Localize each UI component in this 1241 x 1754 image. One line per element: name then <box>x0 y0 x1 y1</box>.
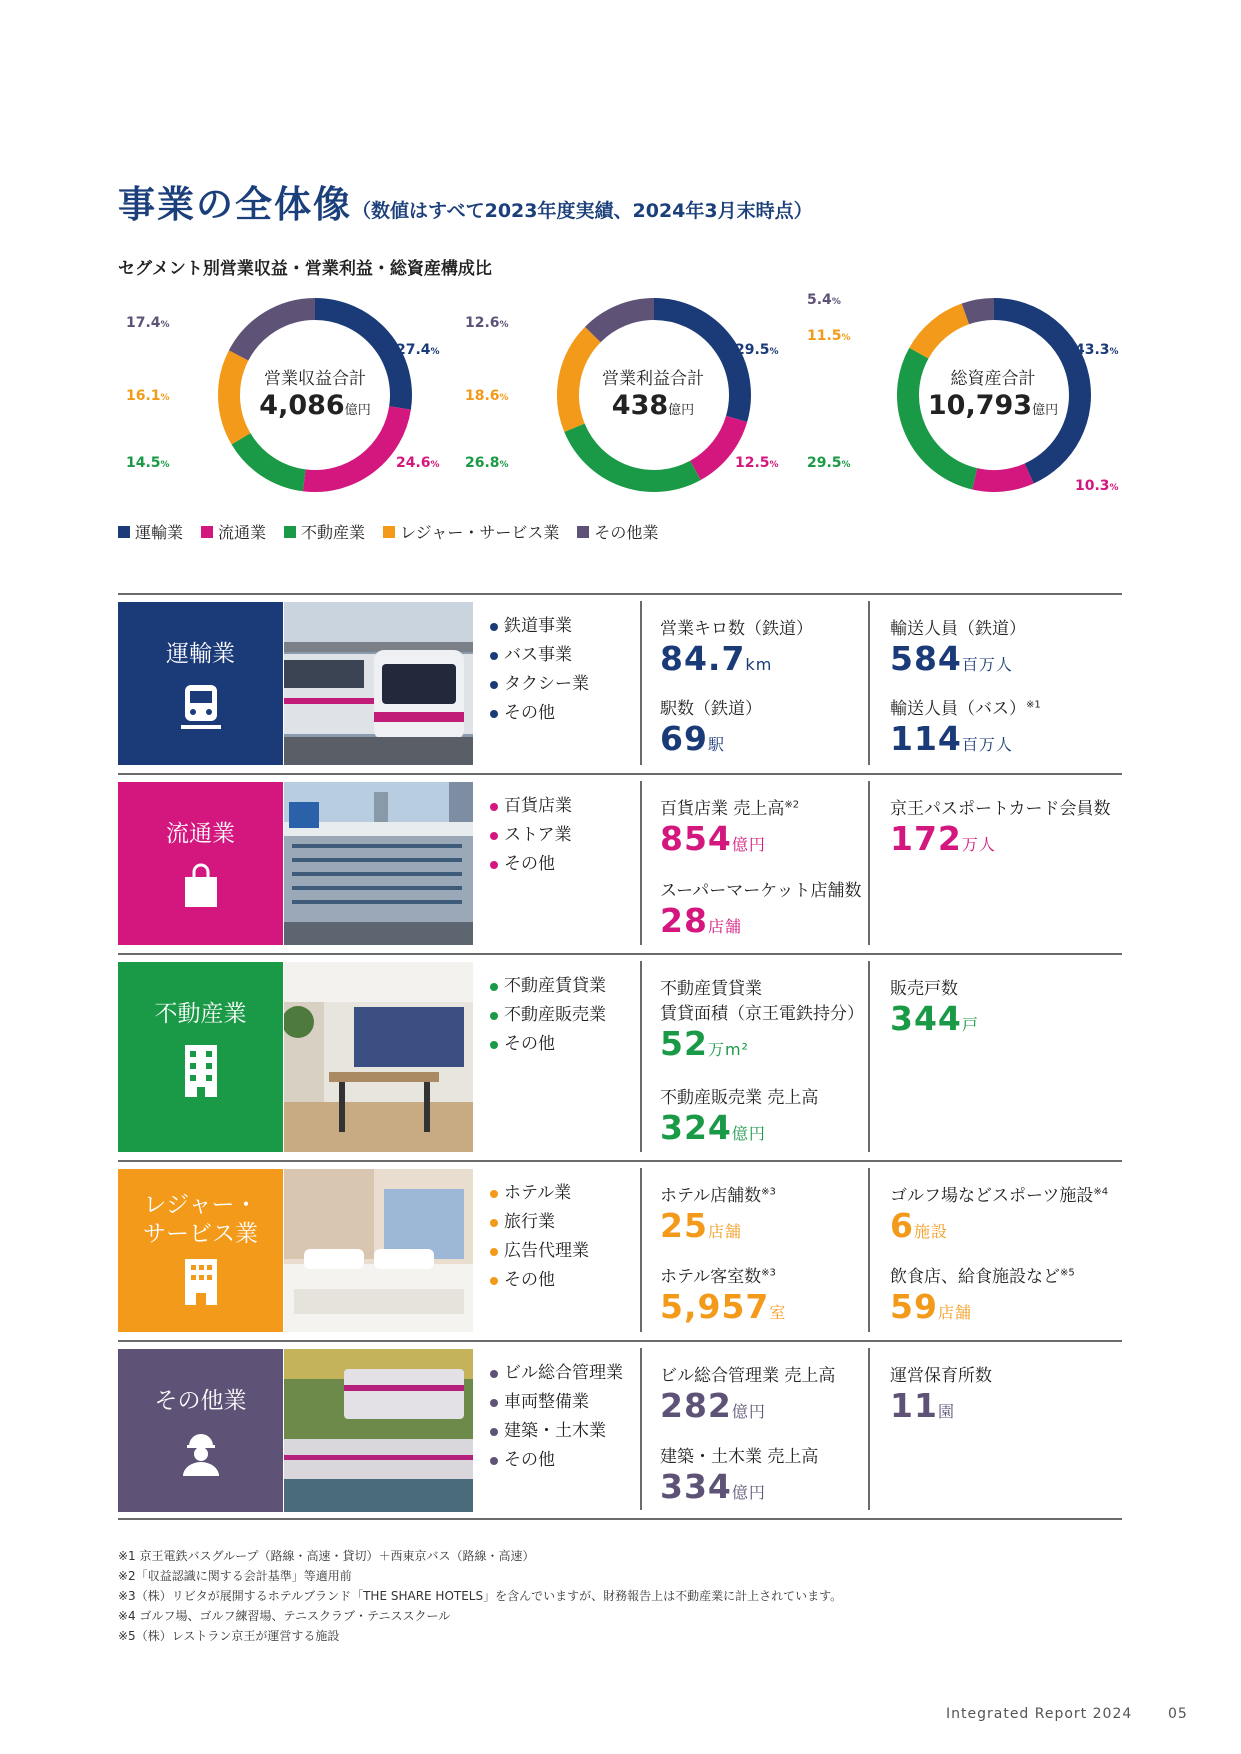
stat-block: 駅数（鉄道） 69駅 <box>660 699 762 758</box>
legend-swatch <box>284 526 296 538</box>
footnote: ※3（株）リビタが展開するホテルブランド「THE SHARE HOTELS」を含んでいますが、財務報告上は不動産業に計上されています。 <box>118 1589 843 1603</box>
bullet-list <box>490 1179 589 1295</box>
shopping-bag-icon <box>181 863 221 913</box>
donut-chart-assets <box>797 290 1217 510</box>
footnote: ※4 ゴルフ場、ゴルフ練習場、テニスクラブ・テニススクール <box>118 1609 451 1623</box>
list-item: ビル総合管理業 <box>490 1359 623 1388</box>
list-item: 鉄道事業 <box>490 612 589 641</box>
bullet-dot <box>490 652 498 660</box>
bullet-dot <box>490 710 498 718</box>
bullet-list <box>490 792 572 879</box>
legend-item: その他業 <box>577 520 658 543</box>
bullet-dot <box>490 1428 498 1436</box>
legend-swatch <box>118 526 130 538</box>
stat-block: 不動産販売業 売上高 324億円 <box>660 1088 819 1147</box>
divider <box>868 1348 870 1510</box>
stat-block: 輸送人員（鉄道） 584百万人 <box>890 619 1026 678</box>
divider <box>868 1168 870 1332</box>
bullet-dot <box>490 832 498 840</box>
stat-block: 京王パスポートカード会員数 172万人 <box>890 799 1111 858</box>
list-item: その他 <box>490 699 589 728</box>
pct-label: 14.5% <box>126 455 170 471</box>
list-item: タクシー業 <box>490 670 589 699</box>
bullet-dot <box>490 1012 498 1020</box>
divider <box>640 601 642 765</box>
title-note: （数値はすべて2023年度実績、2024年3月末時点） <box>352 200 813 222</box>
bullet-dot <box>490 803 498 811</box>
donut-slice-その他業 <box>965 309 994 314</box>
bullet-dot <box>490 983 498 991</box>
stat-block: ビル総合管理業 売上高 282億円 <box>660 1366 836 1425</box>
bullet-dot <box>490 1370 498 1378</box>
vehicle-maintenance-photo <box>284 1349 473 1512</box>
pct-label: 16.1% <box>126 388 170 404</box>
footnote: ※1 京王電鉄バスグループ（路線・高速・貸切）＋西東京バス（路線・高速） <box>118 1549 535 1563</box>
pct-label: 11.5% <box>807 328 851 344</box>
pct-label: 5.4% <box>807 292 841 308</box>
page-title: 事業の全体像（数値はすべて2023年度実績、2024年3月末時点） <box>118 183 813 226</box>
bullet-dot <box>490 1399 498 1407</box>
footnotes <box>118 1546 842 1646</box>
divider <box>640 781 642 945</box>
divider <box>868 781 870 945</box>
stat-block: ホテル客室数$^{※3}$ 5,957室 <box>660 1267 787 1326</box>
list-item: 広告代理業 <box>490 1237 589 1266</box>
stat-block: 販売戸数 344戸 <box>890 979 979 1038</box>
divider <box>118 593 1122 595</box>
report-title: Integrated Report 2024 <box>946 1706 1133 1722</box>
bullet-dot <box>490 1277 498 1285</box>
bullet-list <box>490 612 589 728</box>
bullet-dot <box>490 1219 498 1227</box>
divider <box>640 1168 642 1332</box>
footnote: ※5（株）レストラン京王が運営する施設 <box>118 1629 340 1643</box>
legend-item: 流通業 <box>201 520 266 543</box>
bullet-list <box>490 972 606 1059</box>
segment-label-transport: 運輸業 <box>118 602 283 765</box>
donut-center-value: 4,086億円 <box>259 390 371 421</box>
donut-center-label: 営業収益合計 <box>264 369 366 389</box>
bullet-dot <box>490 623 498 631</box>
list-item: 不動産販売業 <box>490 1001 606 1030</box>
list-item: バス事業 <box>490 641 589 670</box>
divider <box>868 961 870 1152</box>
stat-block: 運営保育所数 11園 <box>890 1366 992 1425</box>
donut-center-label: 営業利益合計 <box>602 369 704 389</box>
list-item: 建築・土木業 <box>490 1417 623 1446</box>
donut-slice-不動産業 <box>241 439 304 481</box>
stat-block: 営業キロ数（鉄道） 84.7km <box>660 619 813 678</box>
list-item: ホテル業 <box>490 1179 589 1208</box>
list-item: その他 <box>490 1446 623 1475</box>
divider <box>118 1340 1122 1342</box>
bullet-dot <box>490 681 498 689</box>
segment-label-realestate: 不動産業 <box>118 962 283 1152</box>
stat-block: 百貨店業 売上高$^{※2}$ 854億円 <box>660 799 800 858</box>
department-store-photo <box>284 782 473 945</box>
donut-slice-その他業 <box>593 309 654 335</box>
pct-label: 10.3% <box>1075 478 1119 494</box>
stat-block: 不動産賃貸業 賃貸面積（京王電鉄持分） 52万m² <box>660 979 864 1063</box>
stat-block: 輸送人員（バス）$^{※1}$ 114百万人 <box>890 699 1041 758</box>
pct-label: 17.4% <box>126 315 170 331</box>
pct-label: 12.5% <box>735 455 779 471</box>
list-item: 旅行業 <box>490 1208 589 1237</box>
list-item: ストア業 <box>490 821 572 850</box>
stat-block: 飲食店、給食施設など$^{※5}$ 59店舗 <box>890 1267 1075 1326</box>
donut-center-label: 総資産合計 <box>950 369 1036 389</box>
bullet-dot <box>490 1457 498 1465</box>
stat-block: ホテル店舗数$^{※3}$ 25店舗 <box>660 1186 776 1245</box>
donut-slice-レジャー・サービス業 <box>919 314 965 353</box>
divider <box>118 1160 1122 1162</box>
legend-swatch <box>201 526 213 538</box>
pct-label: 29.5% <box>735 342 779 358</box>
chart-legend <box>118 520 658 543</box>
pct-label: 18.6% <box>465 388 509 404</box>
legend-swatch <box>577 526 589 538</box>
divider <box>118 773 1122 775</box>
hotel-icon <box>183 1257 219 1311</box>
pct-label: 43.3% <box>1075 342 1119 358</box>
train-icon <box>181 683 221 735</box>
segment-label-retail: 流通業 <box>118 782 283 945</box>
divider <box>118 1518 1122 1520</box>
divider <box>640 961 642 1152</box>
segment-label-other: その他業 <box>118 1349 283 1512</box>
list-item: その他 <box>490 1266 589 1295</box>
bullet-dot <box>490 1041 498 1049</box>
legend-swatch <box>383 526 395 538</box>
hotel-room-photo <box>284 1169 473 1332</box>
interior-photo <box>284 962 473 1152</box>
donut-slice-不動産業 <box>574 428 695 481</box>
donut-slice-流通業 <box>975 473 1029 481</box>
legend-item: レジャー・サービス業 <box>383 520 559 543</box>
list-item: 車両整備業 <box>490 1388 623 1417</box>
donut-slice-その他業 <box>239 309 315 355</box>
worker-icon <box>179 1430 223 1482</box>
pct-label: 26.8% <box>465 455 509 471</box>
stat-block: スーパーマーケット店舗数 28店舗 <box>660 881 862 940</box>
bullet-dot <box>490 1248 498 1256</box>
bullet-dot <box>490 1190 498 1198</box>
building-icon <box>183 1043 219 1103</box>
footnote: ※2「収益認識に関する会計基準」等適用前 <box>118 1569 352 1583</box>
pct-label: 29.5% <box>807 455 851 471</box>
stat-block: 建築・土木業 売上高 334億円 <box>660 1447 819 1506</box>
donut-center-value: 10,793億円 <box>927 390 1059 421</box>
donut-slice-流通業 <box>695 419 736 470</box>
bullet-list <box>490 1359 623 1475</box>
legend-item: 運輸業 <box>118 520 183 543</box>
list-item: 不動産賃貸業 <box>490 972 606 1001</box>
pct-label: 27.4% <box>396 342 440 358</box>
page-number: 05 <box>1168 1706 1188 1722</box>
list-item: その他 <box>490 1030 606 1059</box>
divider <box>640 1348 642 1510</box>
legend-item: 不動産業 <box>284 520 365 543</box>
segment-label-leisure: レジャー・ サービス業 <box>118 1169 283 1332</box>
stat-block: ゴルフ場などスポーツ施設$^{※4}$ 6施設 <box>890 1186 1109 1245</box>
divider <box>118 953 1122 955</box>
list-item: 百貨店業 <box>490 792 572 821</box>
bullet-dot <box>490 861 498 869</box>
train-photo <box>284 602 473 765</box>
list-item: その他 <box>490 850 572 879</box>
pct-label: 24.6% <box>396 455 440 471</box>
donut-center-value: 438億円 <box>611 390 695 421</box>
pct-label: 12.6% <box>465 315 509 331</box>
chart-subtitle: セグメント別営業収益・営業利益・総資産構成比 <box>118 259 492 279</box>
divider <box>868 601 870 765</box>
